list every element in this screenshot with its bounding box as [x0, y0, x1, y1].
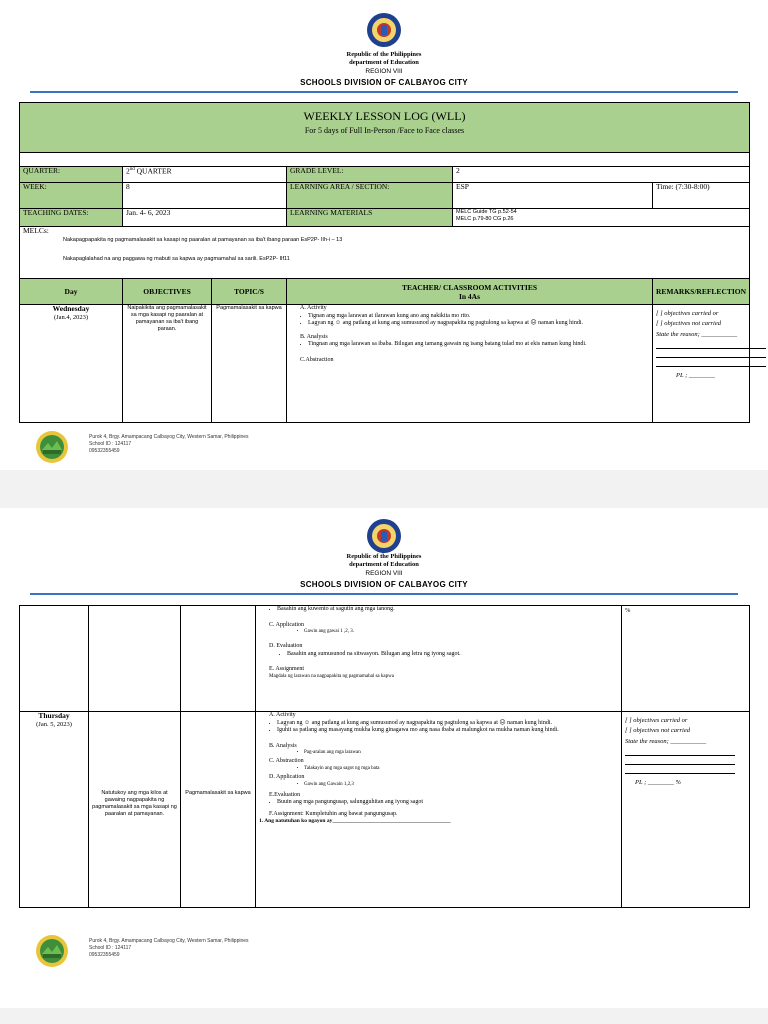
topic-cont: [181, 606, 256, 712]
division-line: SCHOOLS DIVISION OF CALBAYOG CITY: [300, 580, 468, 589]
objective-wednesday: Naipakikita ang pagmamalasakit sa mga kasapi ng paaralan at pamayanan sa iba't ibang paraan.: [123, 305, 212, 423]
department-line: department of Education: [349, 59, 419, 66]
school-logo-icon: [35, 934, 69, 968]
objective-cont: [89, 606, 181, 712]
time-value: Time: (7:30-8:00): [653, 183, 750, 209]
grade-label: GRADE LEVEL:: [287, 167, 453, 183]
footer-text: Purok 4, Brgy. Amampacang Calbayog City, Western Samar, Philippines School ID : 124117 09532355459: [89, 938, 249, 958]
col-topics: TOPIC/S: [212, 279, 287, 305]
activities-wednesday: A. Activity • Tignan ang mga larawan at ilarawan kung ano ang nakikita mo rito. • Lagyan ng ☺ ang patlang at kung ang sumusunod ay nagpapakita ng pagtulong sa kapwa at ☹ naman kung hindi. B. Analysis • Tingnan ang mga larawan sa ibaba. Bilugan ang tamang gawain ng isang batang tulad mo at ekis naman kung hindi. C.Abstraction: [287, 305, 653, 423]
quarter-label: QUARTER:: [20, 167, 123, 183]
materials-label: LEARNING MATERIALS: [287, 209, 453, 227]
header-divider: [30, 91, 738, 93]
region-line: REGION VIII: [365, 570, 403, 577]
header-divider: [30, 593, 738, 595]
region-line: REGION VIII: [365, 68, 403, 75]
deped-seal-icon: [366, 518, 402, 554]
footer-1: [35, 430, 735, 466]
spacer-row: [20, 153, 750, 167]
remarks-cont: %: [622, 606, 750, 712]
area-value: ESP: [453, 183, 653, 209]
activities-cont: • Basahin ang kuwento at sagutin ang mga tanong. C. Application • Gawin ang gawai 1 ,2, 3. D. Evaluation • Basahin ang sumusunod na sitwasyon. Bilugan ang letra ng iyong sagot. E. Assignment Magdala ng larawan na nagpapakita ng pagmamahal sa kapwa: [256, 606, 622, 712]
day-cell-wednesday: Wednesday (Jan.4, 2023): [20, 305, 123, 423]
melcs-cell: [20, 227, 750, 279]
footer-text: Purok 4, Brgy. Amampacang Calbayog City, Western Samar, Philippines School ID : 124117 09532355459: [89, 434, 249, 454]
col-remarks: REMARKS/REFLECTION: [653, 279, 750, 305]
area-label: LEARNING AREA / SECTION:: [287, 183, 453, 209]
melcs-label: MELCs:: [23, 226, 49, 235]
footer-2: [35, 934, 735, 970]
dates-label: TEACHING DATES:: [20, 209, 123, 227]
objective-thursday: Natutukoy ang mga kilos at gawaing nagpapakita ng pagmamalasakit sa mga kasapi ng paaralan at pamayanan.: [89, 712, 181, 908]
activities-thursday: A. Activity • Lagyan ng ☺ ang patlang at kung ang sumusunod ay nagpapakita ng pagtulong sa kapwa at ☹ naman kung hindi. • Iguhit sa patlang ang masayang mukha kung ginagawa mo ang nasa ibaba at malungkot na mukha naman kung hindi. B. Analysis • Pag-aralan ang mga larawan C. Abstraction • Talakayin ang mga sagot ng mga bata D. Application • Gawin ang Gawain 1,2,3 E.Evaluation • Buuin ang mga pangungusap, salungguhitan ang iyong sagot F.Assignment: Kumpletuhin ang bawat pangungusap. 1. Ang natutuhan ko ngayon ay___________________________________________: [256, 712, 622, 908]
week-label: WEEK:: [20, 183, 123, 209]
remarks-thursday: [ ] objectives carried or [ ] objectives not carried State the reason; ___________ PL ; ________ %: [622, 712, 750, 908]
division-line: SCHOOLS DIVISION OF CALBAYOG CITY: [300, 78, 468, 87]
grade-value: 2: [453, 167, 750, 183]
republic-line: Republic of the Philippines: [346, 553, 422, 560]
page-gap: [0, 1008, 768, 1024]
republic-line: Republic of the Philippines: [346, 51, 422, 58]
col-activities: TEACHER/ CLASSROOM ACTIVITIES In 4As: [287, 279, 653, 305]
quarter-value: 2nd QUARTER: [123, 167, 287, 183]
topic-thursday: Pagmamalasakit sa kapwa: [181, 712, 256, 908]
page-title: WEEKLY LESSON LOG (WLL): [303, 109, 466, 123]
day-cell-thursday: Thursday (Jan. 5, 2023): [20, 712, 89, 908]
week-value: 8: [123, 183, 287, 209]
department-line: department of Education: [349, 561, 419, 568]
materials-value: MELC Guide TG p.52-54 MELC p.79-80 CG p.26: [453, 209, 750, 227]
page-1: [0, 0, 768, 470]
lesson-log-table-continued: [19, 605, 750, 908]
school-logo-icon: [35, 430, 69, 464]
page-subtitle: For 5 days of Full In-Person /Face to Face classes: [304, 126, 465, 135]
topic-wednesday: Pagmamalasakit sa kapwa: [212, 305, 287, 423]
title-cell: [20, 103, 750, 153]
dates-value: Jan. 4- 6, 2023: [123, 209, 287, 227]
col-objectives: OBJECTIVES: [123, 279, 212, 305]
deped-seal-icon: [366, 12, 402, 48]
melc-2: Nakapaglalahad na ang paggawa ng mabuti sa kapwa ay pagmamahal sa sarili. EsP2P- IIf11: [63, 255, 290, 262]
remarks-wednesday: [ ] objectives carried or [ ] objectives not carried State the reason; ___________ PL ; ________: [653, 305, 750, 423]
page-gap: [0, 470, 768, 508]
day-cell-cont: [20, 606, 89, 712]
lesson-log-table: [19, 102, 750, 423]
col-day: Day: [20, 279, 123, 305]
page-2: [0, 508, 768, 1008]
melc-1: Nakapagpapakita ng pagmamalasakit sa kasapi ng paaralan at pamayanan sa iba't ibang paraan EsP2P- IIh-i – 13: [63, 236, 343, 243]
